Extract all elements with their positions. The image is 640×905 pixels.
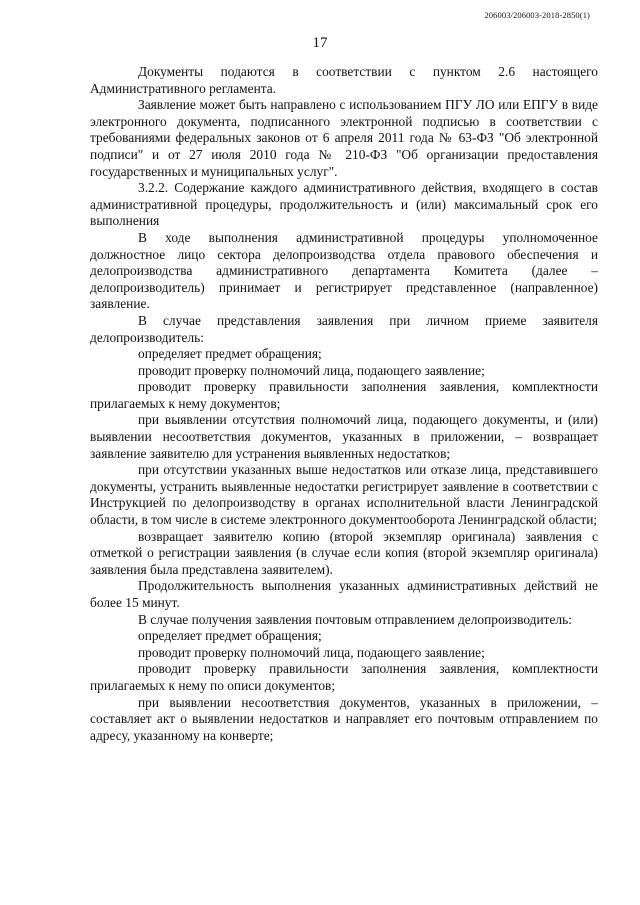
page-number: 17	[312, 35, 328, 51]
list-item: определяет предмет обращения;	[138, 628, 322, 644]
document-body	[90, 64, 598, 744]
paragraph: В случае представления заявления при личном приеме заявителя делопроизводитель:	[90, 312, 598, 345]
list-item: при выявлении несоответствия документов, указанных в приложении, – составляет акт о выявлении недостатков и направляет его почтовым отправлением по адресу, указанному на конверте;	[90, 694, 598, 743]
paragraph: 3.2.2. Содержание каждого административного действия, входящего в состав административной процедуры, продолжительность и (или) максимальный срок его выполнения	[90, 180, 598, 229]
list-item: при выявлении отсутствия полномочий лица, подающего документы, и (или) выявлении несоответствия документов, указанных в приложении, – возвращает заявление заявителю для устранения выявленных недостатков;	[90, 412, 598, 461]
paragraph: Заявление может быть направлено с использованием ПГУ ЛО или ЕПГУ в виде электронного документа, подписанного электронной подписью в соответствии с требованиями федеральных законов от 6 апреля 2011 года № 63-ФЗ "Об электронной подписи" и от 27 июля 2010 года № 210-ФЗ "Об организации предоставления государственных и муниципальных услуг".	[90, 97, 598, 179]
paragraph: В случае получения заявления почтовым отправлением делопроизводитель:	[138, 611, 572, 627]
list-item: проводит проверку правильности заполнения заявления, комплектности прилагаемых к нему по описи документов;	[90, 661, 598, 693]
list-item: возвращает заявителю копию (второй экземпляр оригинала) заявления с отметкой о регистрации заявления (в случае если копия (второй экземпляр оригинала) заявления была представлена заявителем).	[90, 528, 598, 577]
list-item: определяет предмет обращения;	[138, 346, 322, 362]
list-item: проводит проверку правильности заполнения заявления, комплектности прилагаемых к нему документов;	[90, 379, 598, 411]
paragraph: В ходе выполнения административной процедуры уполномоченное должностное лицо сектора делопроизводства отдела правового обеспечения и делопроизводства административного департамента Комитета (далее – делопроизводитель) принимает и регистрирует представленное (направленное) заявление.	[90, 229, 598, 312]
paragraph: Документы подаются в соответствии с пунктом 2.6 настоящего Административного регламента.	[90, 64, 598, 96]
list-item: при отсутствии указанных выше недостатков или отказе лица, представившего документы, устранить выявленные недостатки регистрирует заявление в соответствии с Инструкцией по делопроизводству в органах исполнительной власти Ленинградской области, в том числе в системе электронного документооборота Ленинградской области;	[90, 462, 598, 528]
document-id: 206003/206003-2018-2850(1)	[484, 10, 590, 20]
paragraph: Продолжительность выполнения указанных административных действий не более 15 минут.	[90, 578, 598, 610]
list-item: проводит проверку полномочий лица, подающего заявление;	[138, 644, 485, 660]
list-item: проводит проверку полномочий лица, подающего заявление;	[138, 362, 485, 378]
